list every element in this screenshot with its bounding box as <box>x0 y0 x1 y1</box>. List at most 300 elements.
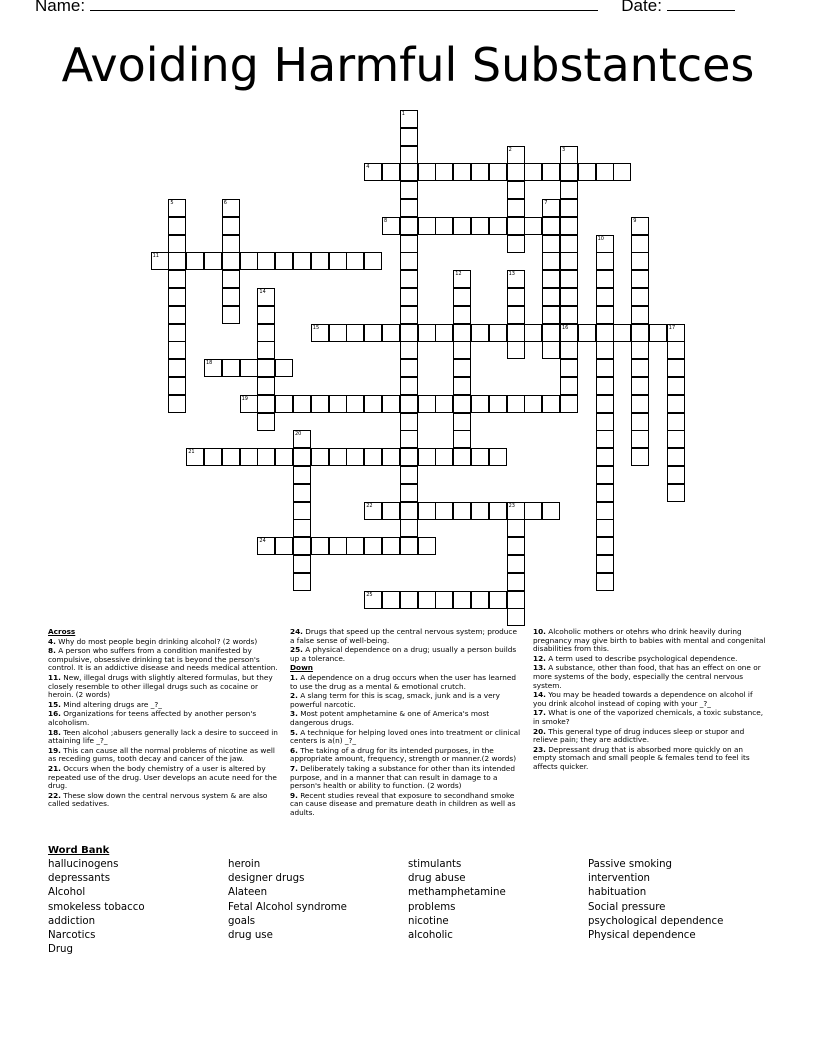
grid-cell[interactable] <box>168 324 186 342</box>
grid-cell[interactable] <box>329 252 347 270</box>
grid-cell[interactable] <box>400 591 418 609</box>
grid-cell[interactable] <box>667 484 685 502</box>
grid-cell[interactable] <box>400 502 418 520</box>
grid-cell[interactable] <box>275 395 293 413</box>
grid-cell[interactable] <box>257 341 275 359</box>
grid-cell[interactable] <box>596 466 614 484</box>
grid-cell[interactable] <box>168 270 186 288</box>
grid-cell[interactable] <box>382 395 400 413</box>
grid-cell[interactable] <box>667 324 685 342</box>
grid-cell[interactable] <box>382 591 400 609</box>
grid-cell[interactable] <box>631 341 649 359</box>
grid-cell[interactable] <box>257 359 275 377</box>
grid-cell[interactable] <box>151 252 169 270</box>
grid-cell[interactable] <box>596 270 614 288</box>
grid-cell[interactable] <box>453 163 471 181</box>
grid-cell[interactable] <box>382 502 400 520</box>
grid-cell[interactable] <box>453 377 471 395</box>
grid-cell[interactable] <box>293 395 311 413</box>
grid-cell[interactable] <box>293 252 311 270</box>
grid-cell[interactable] <box>186 252 204 270</box>
grid-cell[interactable] <box>507 324 525 342</box>
grid-cell[interactable] <box>257 324 275 342</box>
clue-number: 4 <box>366 164 370 171</box>
grid-cell[interactable] <box>293 573 311 591</box>
clue-number: 5 <box>170 200 174 206</box>
grid-cell[interactable] <box>560 341 578 359</box>
grid-cell[interactable] <box>507 608 525 626</box>
grid-cell[interactable] <box>293 555 311 573</box>
grid-cell[interactable] <box>631 359 649 377</box>
grid-cell[interactable] <box>631 270 649 288</box>
grid-cell[interactable] <box>596 252 614 270</box>
word-bank-item: psychological dependence <box>588 915 724 927</box>
grid-cell[interactable] <box>168 395 186 413</box>
grid-cell[interactable] <box>667 430 685 448</box>
grid-cell[interactable] <box>168 217 186 235</box>
grid-cell[interactable] <box>418 163 436 181</box>
grid-cell[interactable] <box>311 252 329 270</box>
grid-cell[interactable] <box>400 519 418 537</box>
grid-cell[interactable] <box>418 537 436 555</box>
grid-cell[interactable] <box>507 573 525 591</box>
grid-cell[interactable] <box>346 448 364 466</box>
grid-cell[interactable] <box>204 359 222 377</box>
grid-cell[interactable] <box>222 199 240 217</box>
grid-cell[interactable] <box>382 163 400 181</box>
grid-cell[interactable] <box>507 341 525 359</box>
grid-cell[interactable] <box>667 466 685 484</box>
grid-cell[interactable] <box>560 377 578 395</box>
grid-cell[interactable] <box>400 359 418 377</box>
clue-number: 22 <box>366 502 373 509</box>
grid-cell[interactable] <box>400 448 418 466</box>
grid-cell[interactable] <box>293 519 311 537</box>
clue-down-13: 13. A substance, other than food, that has an effect on one or more systems of the body, especially the central nervous system. <box>533 663 761 690</box>
grid-cell[interactable] <box>400 484 418 502</box>
grid-cell[interactable] <box>631 395 649 413</box>
grid-cell[interactable] <box>596 288 614 306</box>
grid-cell[interactable] <box>560 252 578 270</box>
grid-cell[interactable] <box>507 502 525 520</box>
grid-cell[interactable] <box>418 217 436 235</box>
grid-cell[interactable] <box>489 591 507 609</box>
grid-cell[interactable] <box>560 235 578 253</box>
grid-cell[interactable] <box>489 395 507 413</box>
grid-cell[interactable] <box>542 502 560 520</box>
grid-cell[interactable] <box>524 324 542 342</box>
grid-cell[interactable] <box>400 270 418 288</box>
grid-cell[interactable] <box>471 324 489 342</box>
grid-cell[interactable] <box>400 235 418 253</box>
clue-down-14: 14. You may be headed towards a dependence on alcohol if you drink alcohol instead of coping with your _?_ <box>533 690 753 708</box>
grid-cell[interactable] <box>400 252 418 270</box>
grid-cell[interactable] <box>257 413 275 431</box>
grid-cell[interactable] <box>489 502 507 520</box>
grid-cell[interactable] <box>596 324 614 342</box>
grid-cell[interactable] <box>364 324 382 342</box>
grid-cell[interactable] <box>400 128 418 146</box>
clue-number: 11 <box>152 253 159 260</box>
grid-cell[interactable] <box>453 217 471 235</box>
grid-cell[interactable] <box>542 306 560 324</box>
grid-cell[interactable] <box>293 466 311 484</box>
grid-cell[interactable] <box>204 448 222 466</box>
grid-cell[interactable] <box>667 448 685 466</box>
grid-cell[interactable] <box>329 395 347 413</box>
name-date-line <box>35 0 735 16</box>
grid-cell[interactable] <box>578 163 596 181</box>
grid-cell[interactable] <box>186 448 204 466</box>
grid-cell[interactable] <box>542 163 560 181</box>
grid-cell[interactable] <box>596 537 614 555</box>
grid-cell[interactable] <box>578 324 596 342</box>
grid-cell[interactable] <box>667 377 685 395</box>
word-bank-item: Physical dependence <box>588 930 696 942</box>
grid-cell[interactable] <box>257 537 275 555</box>
grid-cell[interactable] <box>613 163 631 181</box>
grid-cell[interactable] <box>596 484 614 502</box>
clue-number: 20 <box>295 431 302 438</box>
grid-cell[interactable] <box>560 199 578 217</box>
grid-cell[interactable] <box>275 537 293 555</box>
grid-cell[interactable] <box>631 235 649 253</box>
word-bank-item: habituation <box>588 887 647 899</box>
grid-cell[interactable] <box>560 270 578 288</box>
grid-cell[interactable] <box>649 324 667 342</box>
grid-cell[interactable] <box>275 252 293 270</box>
grid-cell[interactable] <box>311 395 329 413</box>
grid-cell[interactable] <box>240 252 258 270</box>
grid-cell[interactable] <box>631 217 649 235</box>
grid-cell[interactable] <box>507 217 525 235</box>
grid-cell[interactable] <box>542 252 560 270</box>
grid-cell[interactable] <box>453 430 471 448</box>
grid-cell[interactable] <box>329 537 347 555</box>
grid-cell[interactable] <box>418 591 436 609</box>
grid-cell[interactable] <box>400 163 418 181</box>
grid-cell[interactable] <box>524 217 542 235</box>
grid-cell[interactable] <box>222 270 240 288</box>
grid-cell[interactable] <box>168 306 186 324</box>
grid-cell[interactable] <box>382 448 400 466</box>
grid-cell[interactable] <box>435 163 453 181</box>
grid-cell[interactable] <box>507 519 525 537</box>
grid-cell[interactable] <box>168 235 186 253</box>
grid-cell[interactable] <box>631 306 649 324</box>
grid-cell[interactable] <box>667 359 685 377</box>
grid-cell[interactable] <box>240 448 258 466</box>
grid-cell[interactable] <box>400 181 418 199</box>
grid-cell[interactable] <box>542 288 560 306</box>
grid-cell[interactable] <box>400 199 418 217</box>
grid-cell[interactable] <box>400 537 418 555</box>
grid-cell[interactable] <box>400 377 418 395</box>
grid-cell[interactable] <box>275 359 293 377</box>
grid-cell[interactable] <box>400 430 418 448</box>
grid-cell[interactable] <box>560 163 578 181</box>
grid-cell[interactable] <box>168 359 186 377</box>
grid-cell[interactable] <box>346 537 364 555</box>
grid-cell[interactable] <box>560 324 578 342</box>
grid-cell[interactable] <box>507 235 525 253</box>
grid-cell[interactable] <box>400 110 418 128</box>
grid-cell[interactable] <box>631 377 649 395</box>
clue-across-8: 8. A person who suffers from a condition manifested by compulsive, obsessive drinking tat is beyond the person's control. It is an addictive disease and needs medical attention. <box>48 646 278 673</box>
grid-cell[interactable] <box>542 341 560 359</box>
grid-cell[interactable] <box>168 377 186 395</box>
clue-down-10: 10. Alcoholic mothers or otehrs who drink heavily during pregnancy may give birth to babies with mental and congenital disabilities from this. <box>533 627 766 654</box>
grid-cell[interactable] <box>489 217 507 235</box>
grid-cell[interactable] <box>204 252 222 270</box>
date-field[interactable] <box>667 10 735 11</box>
clue-down-5: 5. A technique for helping loved ones into treatment or clinical centers is a(n) _?_ <box>290 727 521 746</box>
grid-cell[interactable] <box>435 502 453 520</box>
grid-cell[interactable] <box>507 270 525 288</box>
grid-cell[interactable] <box>631 324 649 342</box>
grid-cell[interactable] <box>293 484 311 502</box>
grid-cell[interactable] <box>364 537 382 555</box>
grid-cell[interactable] <box>471 448 489 466</box>
grid-cell[interactable] <box>400 395 418 413</box>
grid-cell[interactable] <box>471 502 489 520</box>
grid-cell[interactable] <box>560 288 578 306</box>
grid-cell[interactable] <box>453 324 471 342</box>
grid-cell[interactable] <box>311 537 329 555</box>
grid-cell[interactable] <box>542 217 560 235</box>
grid-cell[interactable] <box>364 591 382 609</box>
clue-number: 7 <box>544 200 548 206</box>
grid-cell[interactable] <box>596 341 614 359</box>
grid-cell[interactable] <box>435 395 453 413</box>
grid-cell[interactable] <box>240 395 258 413</box>
grid-cell[interactable] <box>453 413 471 431</box>
grid-cell[interactable] <box>453 448 471 466</box>
grid-cell[interactable] <box>435 217 453 235</box>
grid-cell[interactable] <box>222 448 240 466</box>
grid-cell[interactable] <box>560 146 578 164</box>
grid-cell[interactable] <box>400 146 418 164</box>
clue-across-21: 21. Occurs when the body chemistry of a user is altered by repeated use of the drug. User develops an acute need for the drug. <box>48 763 277 791</box>
grid-cell[interactable] <box>560 181 578 199</box>
grid-cell[interactable] <box>507 395 525 413</box>
grid-cell[interactable] <box>471 217 489 235</box>
grid-cell[interactable] <box>346 395 364 413</box>
grid-cell[interactable] <box>293 430 311 448</box>
grid-cell[interactable] <box>240 359 258 377</box>
grid-cell[interactable] <box>453 341 471 359</box>
name-field[interactable] <box>90 10 598 11</box>
grid-cell[interactable] <box>471 395 489 413</box>
grid-cell[interactable] <box>222 252 240 270</box>
grid-cell[interactable] <box>507 288 525 306</box>
grid-cell[interactable] <box>346 324 364 342</box>
grid-cell[interactable] <box>542 395 560 413</box>
grid-cell[interactable] <box>560 217 578 235</box>
grid-cell[interactable] <box>382 217 400 235</box>
grid-cell[interactable] <box>257 377 275 395</box>
grid-cell[interactable] <box>364 448 382 466</box>
clue-down-20: 20. This general type of drug induces sleep or stupor and relieve pain; they are addictive. <box>533 726 745 745</box>
grid-cell[interactable] <box>400 341 418 359</box>
clue-number: 13 <box>508 271 515 278</box>
grid-cell[interactable] <box>168 341 186 359</box>
grid-cell[interactable] <box>382 324 400 342</box>
clue-down-23: 23. Depressant drug that is absorbed more quickly on an empty stomach and small people & females tend to feel its affects quicker. <box>533 744 750 771</box>
grid-cell[interactable] <box>364 163 382 181</box>
grid-cell[interactable] <box>168 252 186 270</box>
grid-cell[interactable] <box>524 395 542 413</box>
grid-cell[interactable] <box>257 448 275 466</box>
grid-cell[interactable] <box>364 395 382 413</box>
grid-cell[interactable] <box>400 413 418 431</box>
grid-cell[interactable] <box>400 306 418 324</box>
grid-cell[interactable] <box>329 324 347 342</box>
grid-cell[interactable] <box>453 359 471 377</box>
grid-cell[interactable] <box>667 341 685 359</box>
grid-cell[interactable] <box>222 359 240 377</box>
grid-cell[interactable] <box>560 359 578 377</box>
grid-cell[interactable] <box>400 288 418 306</box>
grid-cell[interactable] <box>453 288 471 306</box>
grid-cell[interactable] <box>631 288 649 306</box>
grid-cell[interactable] <box>222 235 240 253</box>
clue-across-25: 25. A physical dependence on a drug; usually a person builds up a tolerance. <box>290 645 517 663</box>
grid-cell[interactable] <box>293 537 311 555</box>
word-bank-item: Alateen <box>228 887 268 899</box>
clue-number: 18 <box>206 360 213 367</box>
grid-cell[interactable] <box>596 395 614 413</box>
word-bank-item: Social pressure <box>588 901 666 913</box>
clue-column-3 <box>533 628 768 773</box>
clue-across-11: 11. New, illegal drugs with slightly altered formulas, but they closely resemble to other illegal drugs such as cocaine or heroin. (2 words) <box>48 672 273 700</box>
grid-cell[interactable] <box>471 163 489 181</box>
grid-cell[interactable] <box>542 199 560 217</box>
grid-cell[interactable] <box>364 502 382 520</box>
grid-cell[interactable] <box>257 306 275 324</box>
grid-cell[interactable] <box>293 502 311 520</box>
grid-cell[interactable] <box>489 448 507 466</box>
grid-cell[interactable] <box>507 306 525 324</box>
grid-cell[interactable] <box>631 430 649 448</box>
grid-cell[interactable] <box>400 324 418 342</box>
grid-cell[interactable] <box>596 306 614 324</box>
grid-cell[interactable] <box>257 395 275 413</box>
grid-cell[interactable] <box>631 413 649 431</box>
grid-cell[interactable] <box>560 395 578 413</box>
grid-cell[interactable] <box>596 448 614 466</box>
grid-cell[interactable] <box>311 448 329 466</box>
grid-cell[interactable] <box>257 252 275 270</box>
grid-cell[interactable] <box>524 163 542 181</box>
grid-cell[interactable] <box>507 591 525 609</box>
grid-cell[interactable] <box>257 288 275 306</box>
grid-cell[interactable] <box>453 591 471 609</box>
grid-cell[interactable] <box>596 573 614 591</box>
grid-cell[interactable] <box>596 413 614 431</box>
grid-cell[interactable] <box>435 448 453 466</box>
grid-cell[interactable] <box>346 252 364 270</box>
grid-cell[interactable] <box>596 235 614 253</box>
word-bank-item: drug use <box>228 930 273 942</box>
grid-cell[interactable] <box>596 377 614 395</box>
grid-cell[interactable] <box>596 502 614 520</box>
grid-cell[interactable] <box>507 163 525 181</box>
grid-cell[interactable] <box>364 252 382 270</box>
clue-down-3: 3. Most potent amphetamine & one of America's most dangerous drugs. <box>290 709 490 727</box>
grid-cell[interactable] <box>631 448 649 466</box>
clue-number: 24 <box>259 538 266 545</box>
grid-cell[interactable] <box>507 199 525 217</box>
grid-cell[interactable] <box>418 324 436 342</box>
grid-cell[interactable] <box>275 448 293 466</box>
grid-cell[interactable] <box>489 163 507 181</box>
grid-cell[interactable] <box>471 591 489 609</box>
clue-number: 2 <box>508 146 512 153</box>
word-bank-column-2 <box>228 858 347 943</box>
grid-cell[interactable] <box>596 519 614 537</box>
word-bank-item: Passive smoking <box>588 859 673 870</box>
grid-cell[interactable] <box>400 217 418 235</box>
grid-cell[interactable] <box>453 306 471 324</box>
grid-cell[interactable] <box>507 555 525 573</box>
word-bank-item: hallucinogens <box>48 859 119 870</box>
grid-cell[interactable] <box>418 395 436 413</box>
grid-cell[interactable] <box>222 288 240 306</box>
clue-across-15: 15. Mind altering drugs are _?_ <box>48 699 162 709</box>
grid-cell[interactable] <box>382 537 400 555</box>
grid-cell[interactable] <box>596 430 614 448</box>
grid-cell[interactable] <box>293 448 311 466</box>
grid-cell[interactable] <box>596 359 614 377</box>
clue-down-1: 1. A dependence on a drug occurs when the user has learned to use the drug as a mental & emotional crutch. <box>290 672 516 691</box>
word-bank-item: stimulants <box>408 859 462 870</box>
grid-cell[interactable] <box>596 555 614 573</box>
grid-cell[interactable] <box>596 163 614 181</box>
grid-cell[interactable] <box>613 324 631 342</box>
grid-cell[interactable] <box>524 502 542 520</box>
grid-cell[interactable] <box>667 413 685 431</box>
grid-cell[interactable] <box>560 306 578 324</box>
word-bank-item: goals <box>228 915 256 927</box>
grid-cell[interactable] <box>329 448 347 466</box>
grid-cell[interactable] <box>667 395 685 413</box>
grid-cell[interactable] <box>542 324 560 342</box>
clue-number: 12 <box>455 271 462 278</box>
grid-cell[interactable] <box>311 324 329 342</box>
grid-cell[interactable] <box>168 199 186 217</box>
grid-cell[interactable] <box>507 181 525 199</box>
word-bank-item: alcoholic <box>408 930 453 942</box>
grid-cell[interactable] <box>435 324 453 342</box>
grid-cell[interactable] <box>435 591 453 609</box>
grid-cell[interactable] <box>507 146 525 164</box>
grid-cell[interactable] <box>418 448 436 466</box>
grid-cell[interactable] <box>631 252 649 270</box>
grid-cell[interactable] <box>453 395 471 413</box>
grid-cell[interactable] <box>453 270 471 288</box>
grid-cell[interactable] <box>453 502 471 520</box>
grid-cell[interactable] <box>222 217 240 235</box>
grid-cell[interactable] <box>168 288 186 306</box>
grid-cell[interactable] <box>489 324 507 342</box>
grid-cell[interactable] <box>400 466 418 484</box>
grid-cell[interactable] <box>418 502 436 520</box>
grid-cell[interactable] <box>542 235 560 253</box>
grid-cell[interactable] <box>222 306 240 324</box>
grid-cell[interactable] <box>507 537 525 555</box>
grid-cell[interactable] <box>542 270 560 288</box>
